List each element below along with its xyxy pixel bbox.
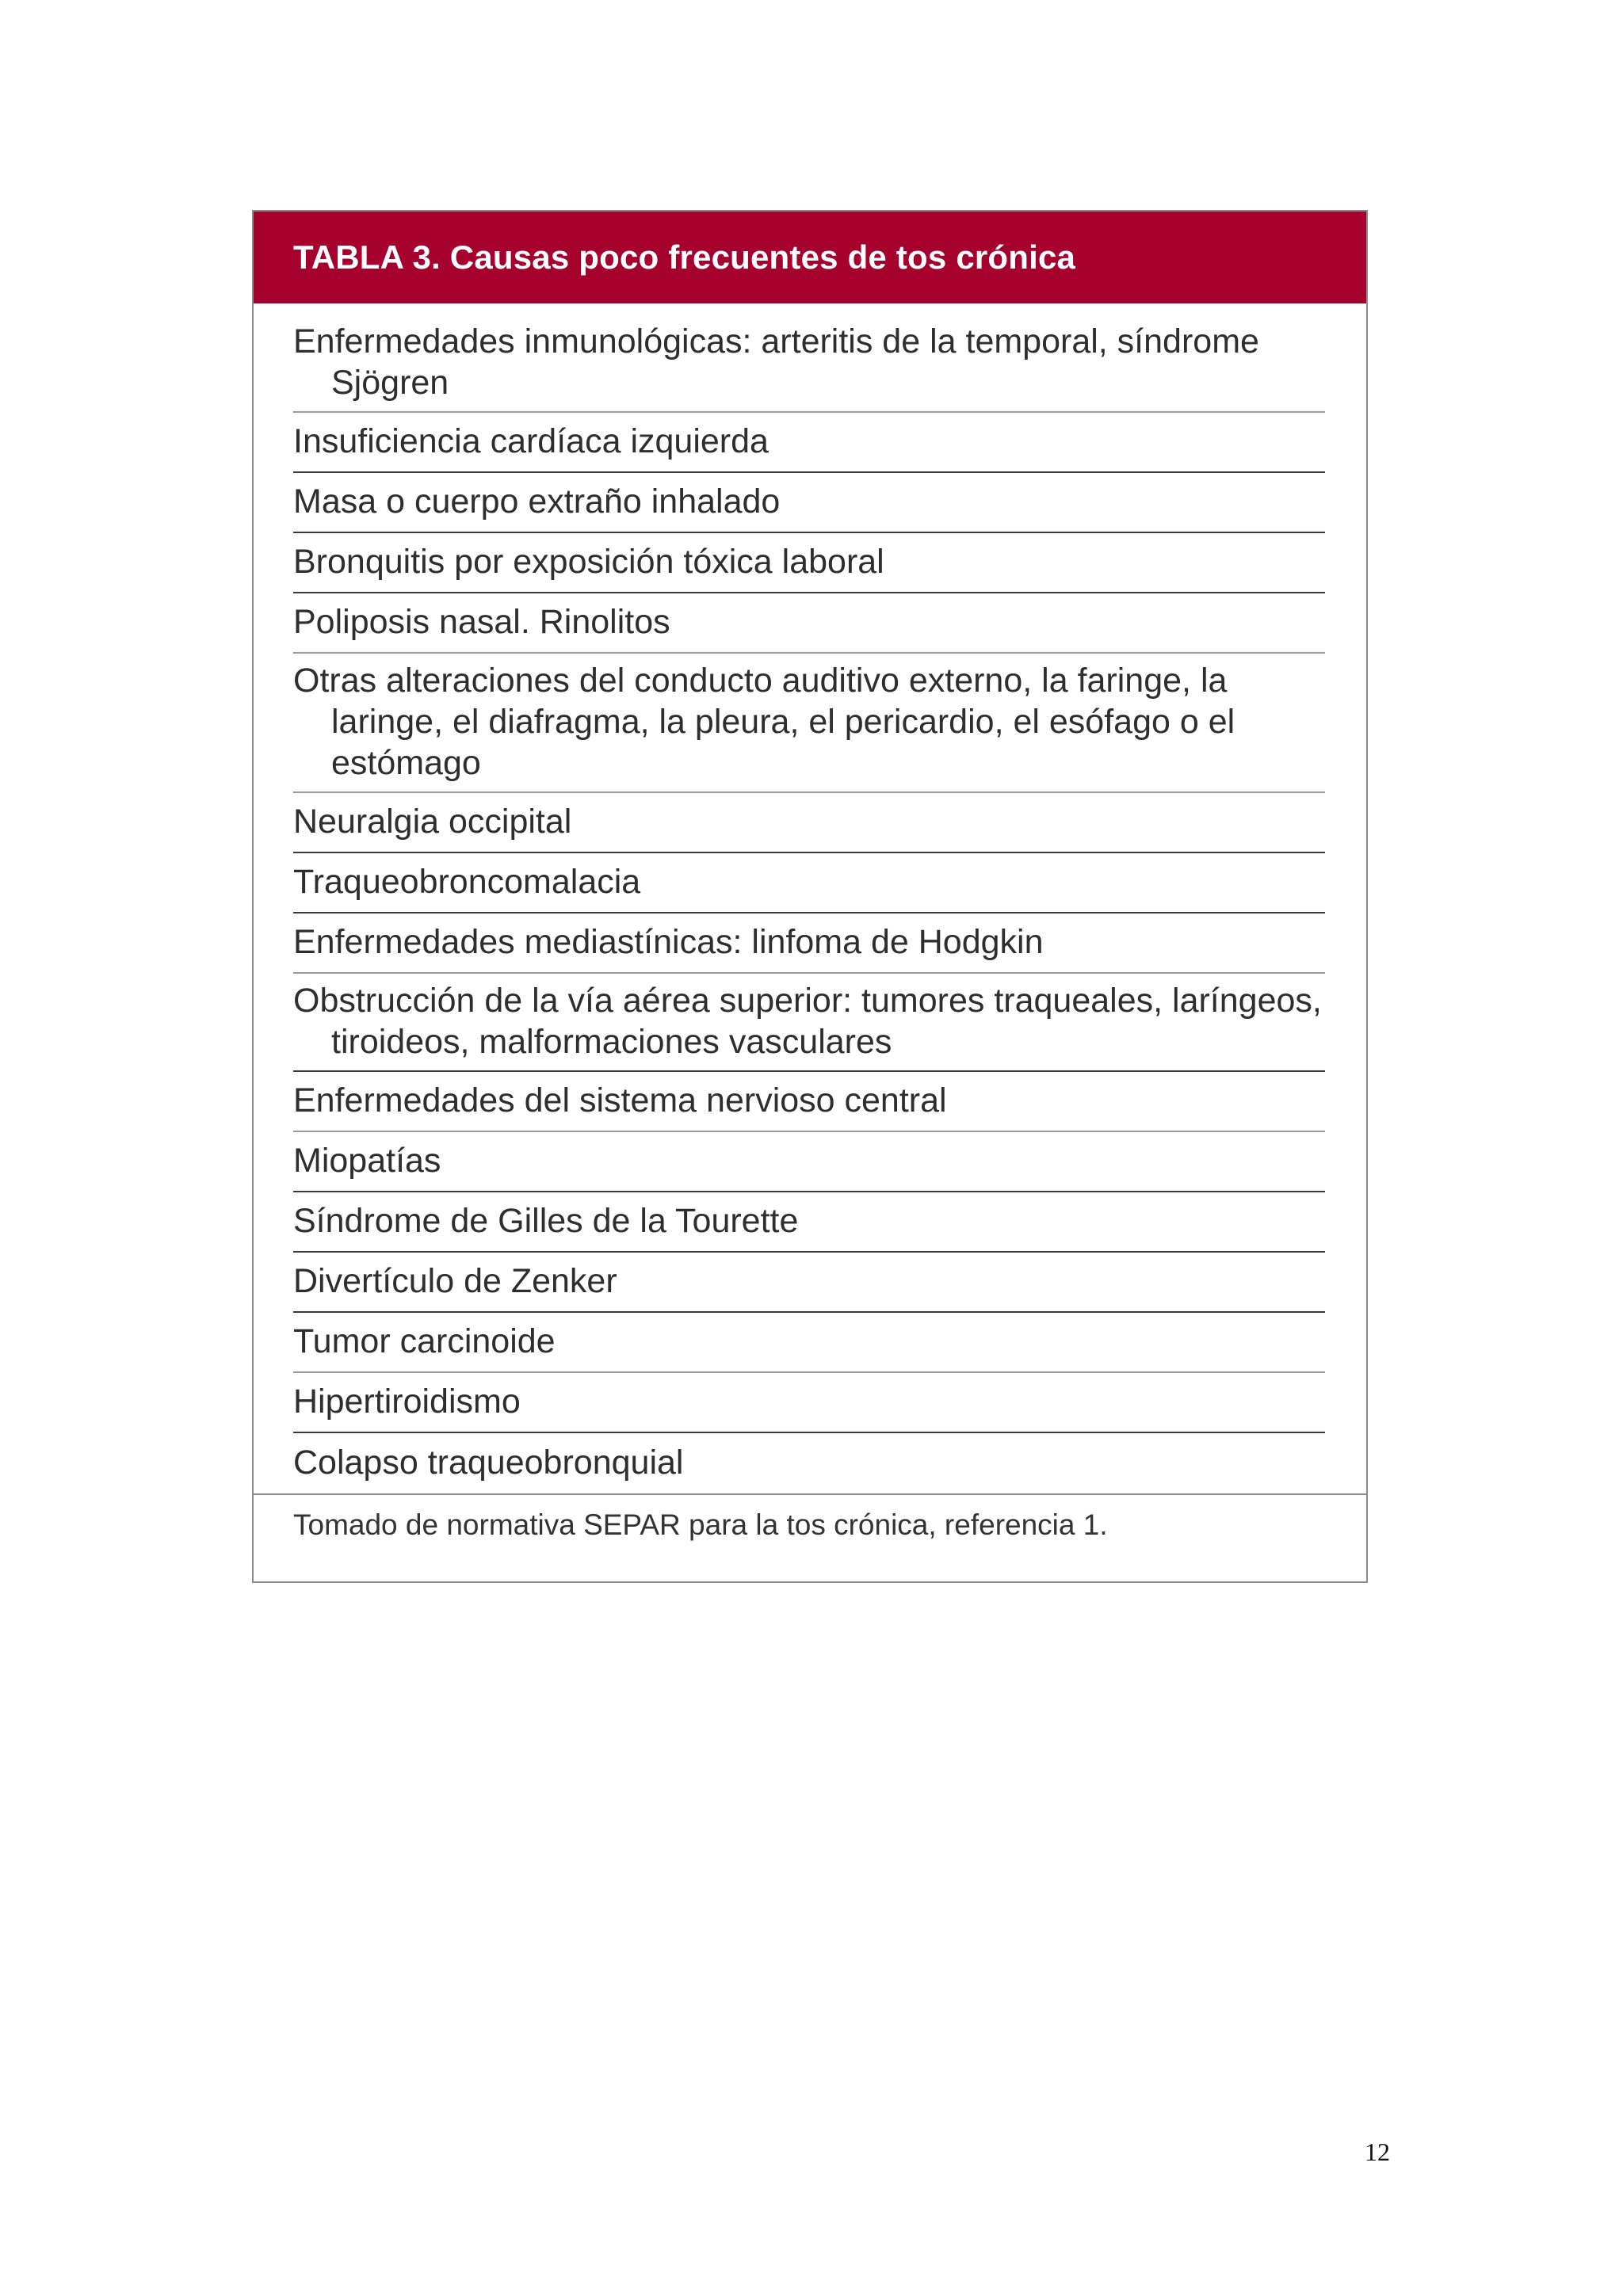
table-row [293,654,1325,793]
row-text: Traqueobroncomalacia [293,863,641,901]
table-row [293,1313,1325,1373]
table-row [293,974,1325,1072]
table-row [293,473,1325,533]
row-text: Insuficiencia cardíaca izquierda [293,422,769,460]
table-row [293,303,1325,413]
row-text: Enfermedades del sistema nervioso central [293,1081,947,1119]
table-row [293,853,1325,913]
table-title: TABLA 3. Causas poco frecuentes de tos crónica [254,212,1366,303]
row-text: Hipertiroidismo [293,1383,521,1421]
row-text: Neuralgia occipital [293,803,572,841]
row-text: Otras alteraciones del conducto auditivo externo, la faringe, la laringe, el diafragma, la pleura, el pericardio, el esófago o el estómago [293,662,1235,782]
table-row [293,413,1325,473]
table-row [293,1132,1325,1192]
row-text: Bronquitis por exposición tóxica laboral [293,543,884,581]
row-text: Enfermedades mediastínicas: linfoma de Hodgkin [293,923,1044,961]
row-text: Poliposis nasal. Rinolitos [293,603,670,641]
table-body [254,303,1366,1493]
row-text: Miopatías [293,1142,441,1180]
row-text: Obstrucción de la vía aérea superior: tumores traqueales, laríngeos, tiroideos, malformaciones vasculares [293,982,1322,1061]
row-text: Síndrome de Gilles de la Tourette [293,1202,799,1240]
table-row [293,793,1325,853]
table-row [293,1373,1325,1433]
table-row [293,1072,1325,1132]
row-text: Masa o cuerpo extraño inhalado [293,482,781,521]
table-row [293,1433,1325,1493]
row-text: Tumor carcinoide [293,1322,556,1360]
causes-table [252,210,1368,1583]
table-row [293,1253,1325,1313]
table-row [293,593,1325,654]
row-text: Enfermedades inmunológicas: arteritis de la temporal, síndrome Sjögren [293,322,1259,402]
table-footnote: Tomado de normativa SEPAR para la tos crónica, referencia 1. [254,1493,1366,1544]
row-text: Divertículo de Zenker [293,1262,617,1300]
table-row [293,913,1325,974]
table-row [293,533,1325,593]
table-row [293,1192,1325,1253]
row-text: Colapso traqueobronquial [293,1444,684,1482]
page-number: 12 [1365,2138,1390,2166]
